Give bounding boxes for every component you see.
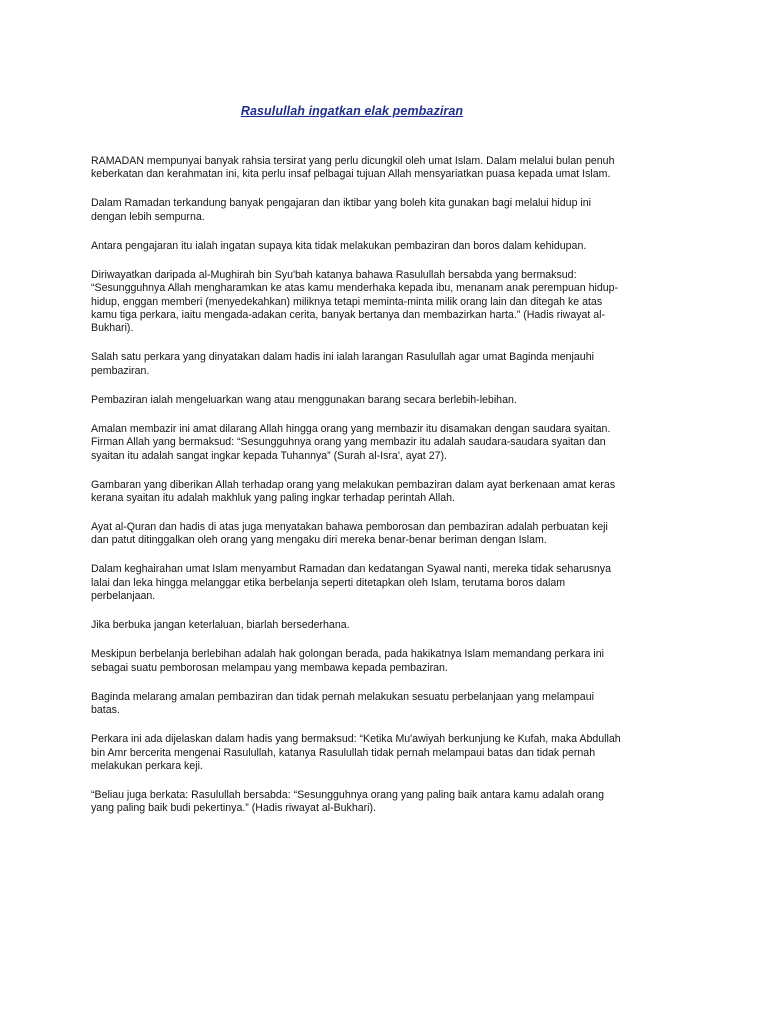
paragraph: Pembaziran ialah mengeluarkan wang atau menggunakan barang secara berlebih-lebihan. — [91, 393, 517, 406]
document-body — [91, 155, 621, 831]
paragraph: Salah satu perkara yang dinyatakan dalam hadis ini ialah larangan Rasulullah agar umat Baginda menjauhi pembaziran. — [91, 351, 594, 377]
paragraph: RAMADAN mempunyai banyak rahsia tersirat yang perlu dicungkil oleh umat Islam. Dalam melalui bulan penuh keberkatan dan kerahmatan ini, kita perlu insaf pelbagai tujuan Allah mensyariatkan puasa kepada umat Islam. — [91, 155, 615, 181]
paragraph: Jika berbuka jangan keterlaluan, biarlah bersederhana. — [91, 619, 350, 632]
document-title: Rasulullah ingatkan elak pembaziran — [240, 104, 464, 118]
paragraph: Dalam Ramadan terkandung banyak pengajaran dan iktibar yang boleh kita gunakan bagi melalui hidup ini dengan lebih sempurna. — [91, 197, 592, 223]
paragraph: Dalam keghairahan umat Islam menyambut Ramadan dan kedatangan Syawal nanti, mereka tidak seharusnya lalai dan leka hingga melanggar etika berbelanja seperti ditetapkan oleh Islam, terutama boros dalam perbelanjaan. — [91, 563, 611, 603]
paragraph: “Beliau juga berkata: Rasulullah bersabda: “Sesungguhnya orang yang paling baik antara kamu adalah orang yang paling baik budi pekertinya.” (Hadis riwayat al-Bukhari). — [91, 788, 604, 815]
paragraph: Gambaran yang diberikan Allah terhadap orang yang melakukan pembaziran dalam ayat berkenaan amat keras kerana syaitan itu adalah makhluk yang paling ingkar terhadap perintah Allah. — [91, 478, 616, 505]
paragraph: Meskipun berbelanja berlebihan adalah hak golongan berada, pada hakikatnya Islam memandang perkara ini sebagai suatu pemborosan melampau yang membawa kepada pembaziran. — [91, 648, 604, 674]
paragraph: Perkara ini ada dijelaskan dalam hadis yang bermaksud: “Ketika Mu'awiyah berkunjung ke Kufah, maka Abdullah bin Amr bercerita mengenai Rasulullah, katanya Rasulullah tidak pernah melampaui batas dan tidak pernah melakukan perkara keji. — [91, 733, 621, 772]
paragraph: Baginda melarang amalan pembaziran dan tidak pernah melakukan sesuatu perbelanjaan yang melampaui batas. — [91, 690, 594, 717]
paragraph: Antara pengajaran itu ialah ingatan supaya kita tidak melakukan pembaziran dan boros dalam kehidupan. — [91, 239, 587, 252]
paragraph: Amalan membazir ini amat dilarang Allah hingga orang yang membazir itu disamakan dengan saudara syaitan. Firman Allah yang bermaksud: “Sesungguhnya orang yang membazir itu adalah saudara-saudara syaitan dan syaitan itu adalah sangat ingkar kepada Tuhannya” (Surah al-Isra', ayat 27). — [91, 422, 611, 462]
paragraph: Ayat al-Quran dan hadis di atas juga menyatakan bahawa pemborosan dan pembaziran adalah perbuatan keji dan patut ditinggalkan oleh orang yang mengaku diri mereka benar-benar beriman dengan Islam. — [91, 521, 608, 547]
paragraph: Diriwayatkan daripada al-Mughirah bin Syu'bah katanya bahawa Rasulullah bersabda yang bermaksud: “Sesungguhnya Allah mengharamkan ke atas kamu menderhaka kepada ibu, menanam anak perempuan hidup-hidup, enggan memberi (menyedekahkan) miliknya tetapi meminta-minta milik orang lain dan ditegah ke atas kamu tiga perkara, iaitu mengada-adakan cerita, banyak bertanya dan membazirkan harta.” (Hadis riwayat al-Bukhari). — [91, 268, 619, 335]
